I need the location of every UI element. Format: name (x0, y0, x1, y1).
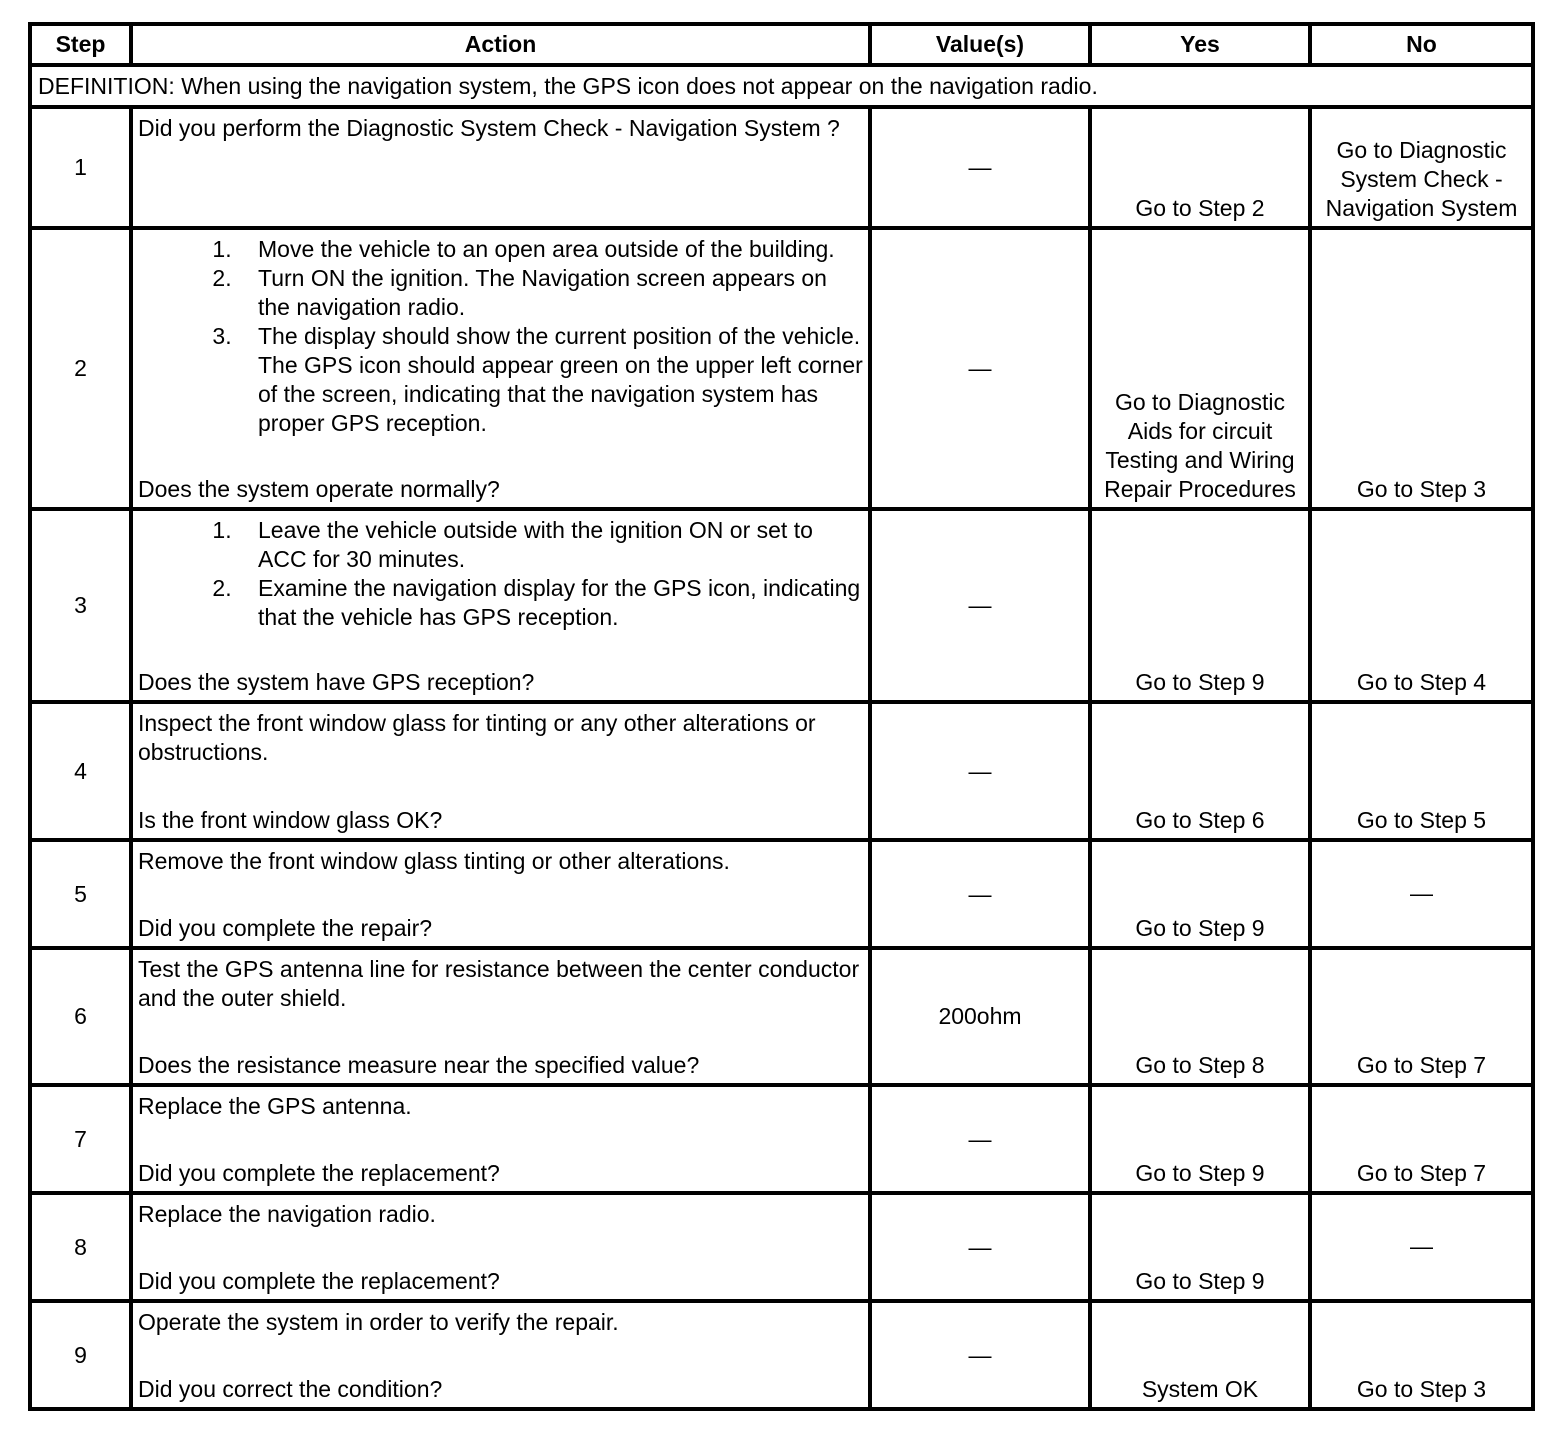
action-content (138, 709, 864, 835)
action-cell (131, 948, 870, 1085)
action-list (138, 235, 864, 438)
yes-cell: Go to Step 9 (1090, 1085, 1310, 1193)
no-cell: Go to Step 7 (1310, 1085, 1533, 1193)
action-content (138, 1308, 864, 1404)
table-row (30, 948, 1533, 1085)
table-row (30, 107, 1533, 228)
action-body (138, 516, 864, 632)
action-question: Did you correct the condition? (138, 1376, 443, 1402)
action-list-item: 1. Move the vehicle to an open area outside of the building. (238, 235, 864, 264)
action-text: Operate the system in order to verify the repair. (138, 1309, 619, 1335)
header-no: No (1310, 24, 1533, 65)
action-cell (131, 840, 870, 948)
action-text: Remove the front window glass tinting or other alterations. (138, 848, 730, 874)
yes-cell: Go to Step 9 (1090, 509, 1310, 702)
yes-cell: Go to Step 9 (1090, 840, 1310, 948)
action-cell (131, 107, 870, 228)
header-yes: Yes (1090, 24, 1310, 65)
step-number: 5 (30, 840, 131, 948)
table-row (30, 702, 1533, 840)
no-cell: — (1310, 840, 1533, 948)
action-text: Did you perform the Diagnostic System Check - Navigation System ? (138, 115, 840, 141)
no-cell: Go to Step 3 (1310, 1301, 1533, 1409)
yes-cell: Go to Step 6 (1090, 702, 1310, 840)
action-content (138, 1200, 864, 1296)
no-cell: Go to Step 3 (1310, 228, 1533, 509)
header-action: Action (131, 24, 870, 65)
yes-cell: Go to Step 9 (1090, 1193, 1310, 1301)
diagnostic-table (28, 22, 1535, 1411)
action-content (138, 516, 864, 697)
action-body (138, 1308, 864, 1337)
value-cell: — (870, 107, 1090, 228)
action-content (138, 847, 864, 943)
action-question: Does the resistance measure near the specified value? (138, 1052, 700, 1078)
yes-cell: System OK (1090, 1301, 1310, 1409)
definition-text: DEFINITION: When using the navigation system, the GPS icon does not appear on the navigation radio. (30, 65, 1533, 107)
yes-cell: Go to Step 8 (1090, 948, 1310, 1085)
no-cell: Go to Step 4 (1310, 509, 1533, 702)
action-question: Did you complete the replacement? (138, 1160, 500, 1186)
action-body (138, 114, 864, 143)
table-row (30, 1301, 1533, 1409)
table-row (30, 1193, 1533, 1301)
table-row (30, 1085, 1533, 1193)
action-content (138, 955, 864, 1080)
action-list (138, 516, 864, 632)
definition-row (30, 65, 1533, 107)
action-cell (131, 228, 870, 509)
action-content (138, 1092, 864, 1188)
action-body (138, 955, 864, 1013)
action-question: Did you complete the repair? (138, 915, 433, 941)
action-cell (131, 1301, 870, 1409)
action-content (138, 235, 864, 504)
step-number: 1 (30, 107, 131, 228)
header-step: Step (30, 24, 131, 65)
action-body (138, 1200, 864, 1229)
step-number: 2 (30, 228, 131, 509)
step-number: 3 (30, 509, 131, 702)
no-cell: Go to Diagnostic System Check - Navigation System (1310, 107, 1533, 228)
action-text: Inspect the front window glass for tinting or any other alterations or obstructions. (138, 710, 816, 765)
yes-cell: Go to Diagnostic Aids for circuit Testing and Wiring Repair Procedures (1090, 228, 1310, 509)
step-number: 6 (30, 948, 131, 1085)
step-number: 7 (30, 1085, 131, 1193)
action-cell (131, 1085, 870, 1193)
action-text: Test the GPS antenna line for resistance between the center conductor and the outer shield. (138, 956, 860, 1011)
value-cell: — (870, 702, 1090, 840)
yes-cell: Go to Step 2 (1090, 107, 1310, 228)
header-values: Value(s) (870, 24, 1090, 65)
action-text: Replace the GPS antenna. (138, 1093, 412, 1119)
action-body (138, 847, 864, 876)
action-list-item: 2. Examine the navigation display for the GPS icon, indicating that the vehicle has GPS reception. (238, 574, 864, 632)
value-cell: — (870, 1193, 1090, 1301)
action-list-item: 1. Leave the vehicle outside with the ignition ON or set to ACC for 30 minutes. (238, 516, 864, 574)
action-body (138, 1092, 864, 1121)
action-cell (131, 509, 870, 702)
action-question: Does the system have GPS reception? (138, 669, 535, 695)
action-question: Does the system operate normally? (138, 476, 500, 502)
no-cell: Go to Step 5 (1310, 702, 1533, 840)
value-cell: — (870, 840, 1090, 948)
action-cell (131, 1193, 870, 1301)
no-cell: — (1310, 1193, 1533, 1301)
header-row (30, 24, 1533, 65)
step-number: 8 (30, 1193, 131, 1301)
action-list-item: 3. The display should show the current position of the vehicle. The GPS icon should appear green on the upper left corner of the screen, indicating that the navigation system has proper GPS reception. (238, 322, 864, 438)
action-question: Is the front window glass OK? (138, 807, 443, 833)
value-cell: 200ohm (870, 948, 1090, 1085)
action-body (138, 709, 864, 767)
action-list-item: 2. Turn ON the ignition. The Navigation screen appears on the navigation radio. (238, 264, 864, 322)
action-content (138, 114, 864, 223)
value-cell: — (870, 1085, 1090, 1193)
action-body (138, 235, 864, 438)
value-cell: — (870, 1301, 1090, 1409)
no-cell: Go to Step 7 (1310, 948, 1533, 1085)
value-cell: — (870, 228, 1090, 509)
action-question: Did you complete the replacement? (138, 1268, 500, 1294)
value-cell: — (870, 509, 1090, 702)
action-cell (131, 702, 870, 840)
action-text: Replace the navigation radio. (138, 1201, 436, 1227)
table-row (30, 840, 1533, 948)
table-row (30, 228, 1533, 509)
table-row (30, 509, 1533, 702)
step-number: 4 (30, 702, 131, 840)
step-number: 9 (30, 1301, 131, 1409)
